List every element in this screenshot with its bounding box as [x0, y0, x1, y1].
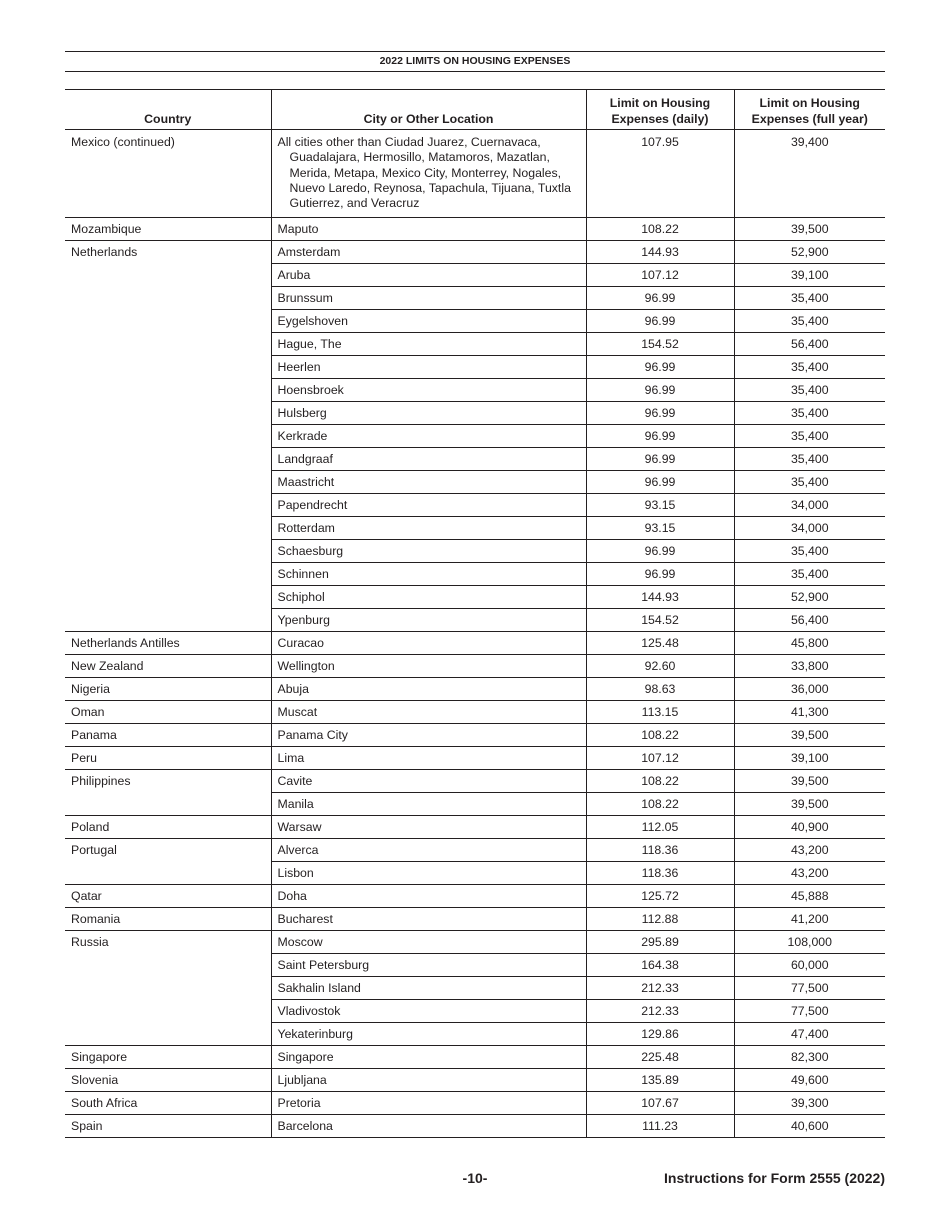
- housing-limits-table: [65, 89, 885, 1138]
- table-row: [65, 310, 885, 333]
- year-limit-cell: 39,500: [734, 218, 885, 241]
- city-cell: [271, 494, 586, 517]
- city-name: Ypenburg: [277, 613, 330, 627]
- table-row: [65, 425, 885, 448]
- table-row: [65, 356, 885, 379]
- city-name: Schaesburg: [277, 544, 344, 558]
- city-name: Muscat: [277, 705, 318, 719]
- city-cell: [271, 310, 586, 333]
- daily-limit-cell: 108.22: [586, 793, 734, 816]
- city-cell: [271, 264, 586, 287]
- year-limit-cell: 35,400: [734, 310, 885, 333]
- city-cell: [271, 402, 586, 425]
- country-cell: [65, 609, 271, 632]
- year-limit-cell: 35,400: [734, 356, 885, 379]
- daily-limit-cell: 144.93: [586, 586, 734, 609]
- city-cell: [271, 724, 586, 747]
- country-cell: Qatar: [65, 885, 271, 908]
- city-name: Manila: [277, 797, 314, 811]
- table-row: [65, 1092, 885, 1115]
- daily-limit-cell: 129.86: [586, 1023, 734, 1046]
- city-name: Maastricht: [277, 475, 335, 489]
- country-cell: Netherlands: [65, 241, 271, 264]
- daily-limit-cell: 212.33: [586, 977, 734, 1000]
- city-name: Hulsberg: [277, 406, 327, 420]
- city-cell: [271, 1023, 586, 1046]
- year-limit-cell: 45,800: [734, 632, 885, 655]
- year-limit-cell: 33,800: [734, 655, 885, 678]
- table-row: [65, 885, 885, 908]
- year-limit-cell: 47,400: [734, 1023, 885, 1046]
- table-row: [65, 218, 885, 241]
- city-cell: [271, 471, 586, 494]
- year-limit-cell: 108,000: [734, 931, 885, 954]
- daily-limit-cell: 111.23: [586, 1115, 734, 1138]
- table-row: [65, 678, 885, 701]
- city-cell: [271, 448, 586, 471]
- table-row: [65, 130, 885, 218]
- country-cell: Mozambique: [65, 218, 271, 241]
- daily-limit-cell: 113.15: [586, 701, 734, 724]
- header-country: Country: [65, 90, 271, 130]
- country-cell: [65, 540, 271, 563]
- country-cell: [65, 310, 271, 333]
- city-cell: [271, 1115, 586, 1138]
- daily-limit-cell: 96.99: [586, 287, 734, 310]
- city-name: Amsterdam: [277, 245, 341, 259]
- table-row: [65, 908, 885, 931]
- year-limit-cell: 39,300: [734, 1092, 885, 1115]
- city-cell: [271, 379, 586, 402]
- table-row: [65, 770, 885, 793]
- country-cell: [65, 402, 271, 425]
- country-cell: Slovenia: [65, 1069, 271, 1092]
- table-row: [65, 977, 885, 1000]
- city-cell: [271, 517, 586, 540]
- daily-limit-cell: 135.89: [586, 1069, 734, 1092]
- year-limit-cell: 40,600: [734, 1115, 885, 1138]
- table-row: [65, 471, 885, 494]
- country-cell: Peru: [65, 747, 271, 770]
- table-row: [65, 448, 885, 471]
- city-name: Lisbon: [277, 866, 314, 880]
- year-limit-cell: 35,400: [734, 540, 885, 563]
- city-name: Papendrecht: [277, 498, 348, 512]
- city-cell: [271, 770, 586, 793]
- table-row: [65, 241, 885, 264]
- table-row: [65, 540, 885, 563]
- year-limit-cell: 35,400: [734, 471, 885, 494]
- country-cell: [65, 425, 271, 448]
- city-name: Saint Petersburg: [277, 958, 370, 972]
- country-cell: New Zealand: [65, 655, 271, 678]
- daily-limit-cell: 96.99: [586, 402, 734, 425]
- country-cell: Oman: [65, 701, 271, 724]
- table-row: [65, 517, 885, 540]
- country-cell: Nigeria: [65, 678, 271, 701]
- city-cell: [271, 632, 586, 655]
- country-cell: Panama: [65, 724, 271, 747]
- country-cell: [65, 287, 271, 310]
- city-name: Sakhalin Island: [277, 981, 361, 995]
- form-title: Instructions for Form 2555 (2022): [664, 1170, 885, 1186]
- table-row: [65, 632, 885, 655]
- city-name: Maputo: [277, 222, 319, 236]
- header-daily-limit: [586, 90, 734, 130]
- city-cell: [271, 356, 586, 379]
- daily-limit-cell: 144.93: [586, 241, 734, 264]
- country-cell: South Africa: [65, 1092, 271, 1115]
- daily-limit-cell: 108.22: [586, 724, 734, 747]
- year-limit-cell: 40,900: [734, 816, 885, 839]
- city-name: Schiphol: [277, 590, 325, 604]
- daily-limit-cell: 96.99: [586, 425, 734, 448]
- daily-limit-cell: 154.52: [586, 333, 734, 356]
- country-cell: [65, 954, 271, 977]
- city-cell: [271, 1069, 586, 1092]
- table-row: [65, 563, 885, 586]
- city-cell: [271, 908, 586, 931]
- city-name: Hague, The: [277, 337, 342, 351]
- year-limit-cell: 43,200: [734, 839, 885, 862]
- daily-limit-cell: 108.22: [586, 770, 734, 793]
- city-name: Lima: [277, 751, 305, 765]
- city-cell: [271, 130, 586, 218]
- country-cell: Russia: [65, 931, 271, 954]
- city-name: Pretoria: [277, 1096, 321, 1110]
- country-cell: [65, 264, 271, 287]
- header-year-line1: Limit on Housing: [759, 96, 860, 110]
- page-number: -10-: [462, 1170, 488, 1186]
- year-limit-cell: 49,600: [734, 1069, 885, 1092]
- city-cell: [271, 1000, 586, 1023]
- city-name: Ljubljana: [277, 1073, 327, 1087]
- city-cell: [271, 747, 586, 770]
- daily-limit-cell: 225.48: [586, 1046, 734, 1069]
- table-row: [65, 379, 885, 402]
- daily-limit-cell: 107.12: [586, 264, 734, 287]
- year-limit-cell: 39,500: [734, 793, 885, 816]
- daily-limit-cell: 93.15: [586, 494, 734, 517]
- daily-limit-cell: 154.52: [586, 609, 734, 632]
- city-name: Panama City: [277, 728, 348, 742]
- city-cell: [271, 931, 586, 954]
- city-name: Abuja: [277, 682, 309, 696]
- city-name: Doha: [277, 889, 307, 903]
- city-name: Hoensbroek: [277, 383, 344, 397]
- year-limit-cell: 56,400: [734, 333, 885, 356]
- country-cell: [65, 1000, 271, 1023]
- country-cell: Netherlands Antilles: [65, 632, 271, 655]
- year-limit-cell: 39,500: [734, 770, 885, 793]
- year-limit-cell: 56,400: [734, 609, 885, 632]
- daily-limit-cell: 96.99: [586, 563, 734, 586]
- city-cell: [271, 425, 586, 448]
- daily-limit-cell: 164.38: [586, 954, 734, 977]
- city-cell: [271, 540, 586, 563]
- daily-limit-cell: 96.99: [586, 356, 734, 379]
- city-name: Rotterdam: [277, 521, 335, 535]
- daily-limit-cell: 107.12: [586, 747, 734, 770]
- year-limit-cell: 77,500: [734, 977, 885, 1000]
- daily-limit-cell: 98.63: [586, 678, 734, 701]
- table-row: [65, 586, 885, 609]
- daily-limit-cell: 96.99: [586, 540, 734, 563]
- daily-limit-cell: 125.72: [586, 885, 734, 908]
- table-row: [65, 747, 885, 770]
- daily-limit-cell: 112.88: [586, 908, 734, 931]
- country-cell: [65, 517, 271, 540]
- country-cell: [65, 333, 271, 356]
- city-cell: [271, 586, 586, 609]
- city-name: Moscow: [277, 935, 323, 949]
- header-year-limit: [734, 90, 885, 130]
- city-name: Eygelshoven: [277, 314, 348, 328]
- table-row: [65, 287, 885, 310]
- table-row: [65, 862, 885, 885]
- city-cell: [271, 954, 586, 977]
- country-cell: [65, 356, 271, 379]
- table-row: [65, 931, 885, 954]
- table-header-row: [65, 90, 885, 130]
- table-row: [65, 402, 885, 425]
- daily-limit-cell: 295.89: [586, 931, 734, 954]
- country-cell: [65, 793, 271, 816]
- country-cell: [65, 379, 271, 402]
- table-body: [65, 130, 885, 1138]
- country-cell: [65, 586, 271, 609]
- year-limit-cell: 52,900: [734, 241, 885, 264]
- city-cell: [271, 701, 586, 724]
- table-row: [65, 816, 885, 839]
- city-name: Kerkrade: [277, 429, 328, 443]
- year-limit-cell: 36,000: [734, 678, 885, 701]
- header-daily-line2: Expenses (daily): [611, 112, 709, 126]
- table-row: [65, 1046, 885, 1069]
- year-limit-cell: 52,900: [734, 586, 885, 609]
- city-name: Schinnen: [277, 567, 329, 581]
- table-row: [65, 1115, 885, 1138]
- year-limit-cell: 35,400: [734, 402, 885, 425]
- year-limit-cell: 77,500: [734, 1000, 885, 1023]
- table-row: [65, 1069, 885, 1092]
- country-cell: Philippines: [65, 770, 271, 793]
- city-cell: [271, 655, 586, 678]
- city-cell: [271, 1046, 586, 1069]
- city-cell: [271, 241, 586, 264]
- year-limit-cell: 43,200: [734, 862, 885, 885]
- year-limit-cell: 35,400: [734, 448, 885, 471]
- year-limit-cell: 41,200: [734, 908, 885, 931]
- header-year-line2: Expenses (full year): [751, 112, 868, 126]
- city-name: Cavite: [277, 774, 313, 788]
- country-cell: [65, 471, 271, 494]
- city-cell: [271, 333, 586, 356]
- year-limit-cell: 39,100: [734, 264, 885, 287]
- city-name: Wellington: [277, 659, 335, 673]
- year-limit-cell: 35,400: [734, 287, 885, 310]
- year-limit-cell: 34,000: [734, 517, 885, 540]
- city-name: Brunssum: [277, 291, 333, 305]
- table-row: [65, 494, 885, 517]
- table-row: [65, 724, 885, 747]
- daily-limit-cell: 212.33: [586, 1000, 734, 1023]
- year-limit-cell: 82,300: [734, 1046, 885, 1069]
- city-name: Heerlen: [277, 360, 321, 374]
- table-title: 2022 LIMITS ON HOUSING EXPENSES: [65, 51, 885, 72]
- country-cell: [65, 563, 271, 586]
- daily-limit-cell: 96.99: [586, 379, 734, 402]
- city-name: Yekaterinburg: [277, 1027, 353, 1041]
- daily-limit-cell: 118.36: [586, 862, 734, 885]
- table-row: [65, 609, 885, 632]
- city-name: Curacao: [277, 636, 324, 650]
- daily-limit-cell: 107.95: [586, 130, 734, 218]
- year-limit-cell: 39,400: [734, 130, 885, 218]
- daily-limit-cell: 107.67: [586, 1092, 734, 1115]
- daily-limit-cell: 96.99: [586, 471, 734, 494]
- country-cell: Portugal: [65, 839, 271, 862]
- city-cell: [271, 977, 586, 1000]
- table-row: [65, 333, 885, 356]
- country-cell: Mexico (continued): [65, 130, 271, 218]
- country-cell: [65, 448, 271, 471]
- year-limit-cell: 34,000: [734, 494, 885, 517]
- daily-limit-cell: 92.60: [586, 655, 734, 678]
- city-cell: [271, 563, 586, 586]
- city-cell: [271, 609, 586, 632]
- city-cell: [271, 1092, 586, 1115]
- table-row: [65, 655, 885, 678]
- country-cell: Poland: [65, 816, 271, 839]
- daily-limit-cell: 96.99: [586, 448, 734, 471]
- daily-limit-cell: 96.99: [586, 310, 734, 333]
- city-name: Singapore: [277, 1050, 334, 1064]
- city-name: All cities other than Ciudad Juarez, Cuernavaca, Guadalajara, Hermosillo, Matamoros, Mazatlan, Merida, Metapa, Mexico City, Monterrey, Nogales, Nuevo Laredo, Reynosa, Tapachula, Tijuana, Tuxtla Gutierrez, and Veracruz: [277, 135, 571, 211]
- city-cell: [271, 862, 586, 885]
- country-cell: Singapore: [65, 1046, 271, 1069]
- table-row: [65, 839, 885, 862]
- city-name: Alverca: [277, 843, 319, 857]
- country-cell: [65, 494, 271, 517]
- daily-limit-cell: 112.05: [586, 816, 734, 839]
- table-row: [65, 1023, 885, 1046]
- city-cell: [271, 287, 586, 310]
- city-cell: [271, 885, 586, 908]
- year-limit-cell: 45,888: [734, 885, 885, 908]
- year-limit-cell: 60,000: [734, 954, 885, 977]
- year-limit-cell: 39,500: [734, 724, 885, 747]
- table-row: [65, 264, 885, 287]
- table-row: [65, 793, 885, 816]
- table-row: [65, 1000, 885, 1023]
- city-name: Bucharest: [277, 912, 333, 926]
- city-cell: [271, 793, 586, 816]
- table-row: [65, 701, 885, 724]
- year-limit-cell: 35,400: [734, 563, 885, 586]
- table-row: [65, 954, 885, 977]
- city-name: Barcelona: [277, 1119, 333, 1133]
- city-cell: [271, 678, 586, 701]
- year-limit-cell: 35,400: [734, 379, 885, 402]
- header-city: City or Other Location: [271, 90, 586, 130]
- city-cell: [271, 816, 586, 839]
- country-cell: [65, 862, 271, 885]
- city-cell: [271, 839, 586, 862]
- daily-limit-cell: 93.15: [586, 517, 734, 540]
- city-name: Aruba: [277, 268, 311, 282]
- country-cell: Romania: [65, 908, 271, 931]
- city-name: Warsaw: [277, 820, 322, 834]
- country-cell: Spain: [65, 1115, 271, 1138]
- header-daily-line1: Limit on Housing: [609, 96, 711, 110]
- daily-limit-cell: 118.36: [586, 839, 734, 862]
- country-cell: [65, 1023, 271, 1046]
- country-cell: [65, 977, 271, 1000]
- year-limit-cell: 41,300: [734, 701, 885, 724]
- daily-limit-cell: 125.48: [586, 632, 734, 655]
- city-name: Vladivostok: [277, 1004, 341, 1018]
- city-cell: [271, 218, 586, 241]
- city-name: Landgraaf: [277, 452, 333, 466]
- year-limit-cell: 39,100: [734, 747, 885, 770]
- year-limit-cell: 35,400: [734, 425, 885, 448]
- daily-limit-cell: 108.22: [586, 218, 734, 241]
